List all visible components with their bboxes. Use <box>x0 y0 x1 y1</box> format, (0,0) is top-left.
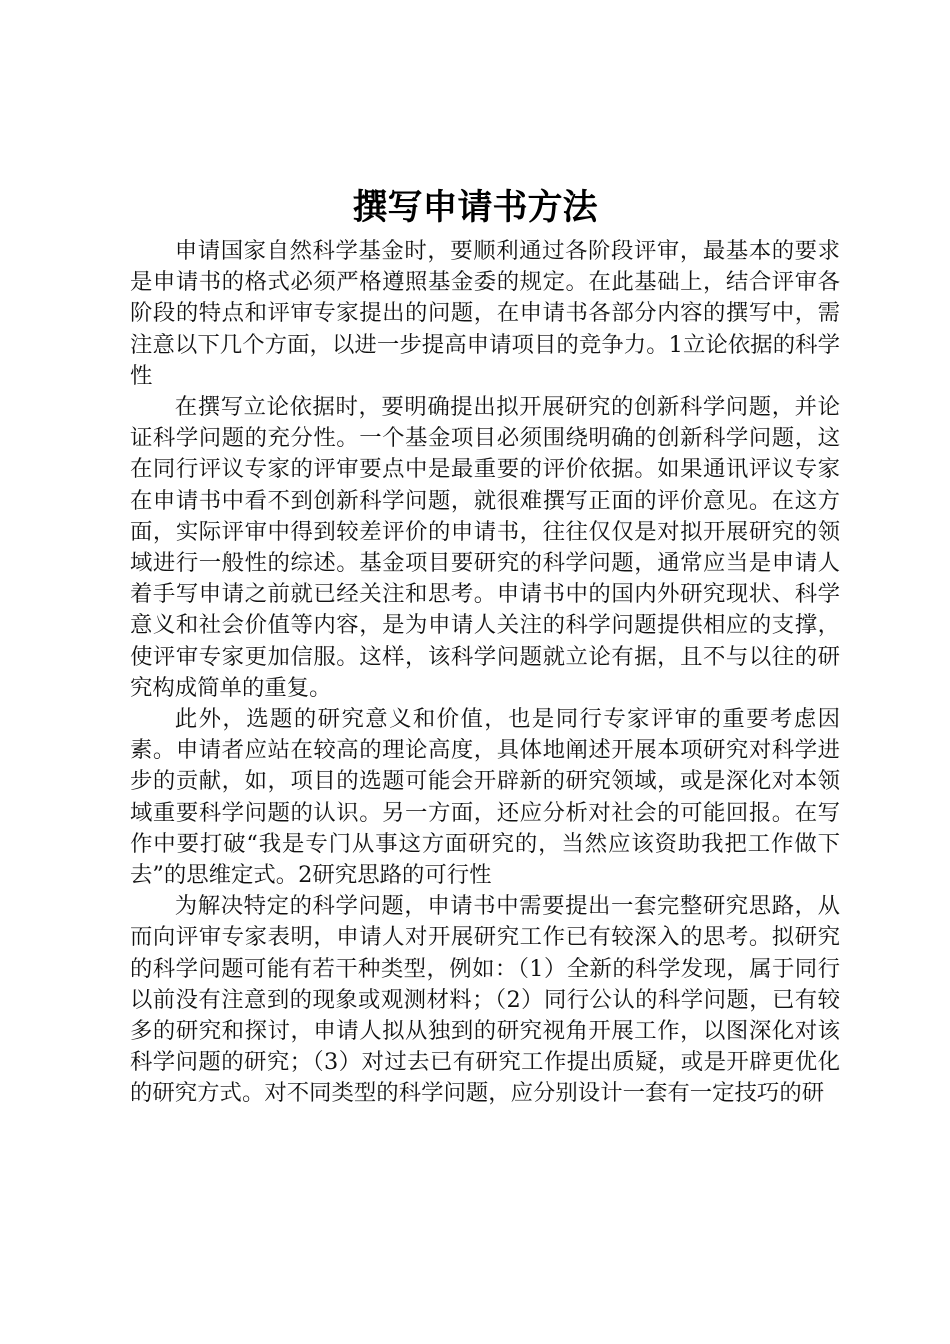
paragraph-2: 在撰写立论依据时，要明确提出拟开展研究的创新科学问题，并论证科学问题的充分性。一个基金项目必须围绕明确的创新科学问题，这在同行评议专家的评审要点中是最重要的评价依据。如果通讯评议专家在申请书中看不到创新科学问题，就很难撰写正面的评价意见。在这方面，实际评审中得到较差评价的申请书，往往仅仅是对拟开展研究的领域进行一般性的综述。基金项目要研究的科学问题，通常应当是申请人着手写申请之前就已经关注和思考。申请书中的国内外研究现状、科学意义和社会价值等内容，是为申请人关注的科学问题提供相应的支撑，使评审专家更加信服。这样，该科学问题就立论有据，且不与以往的研究构成简单的重复。 <box>130 394 840 701</box>
document-title: 撰写申请书方法 <box>352 188 598 228</box>
paragraph-3: 此外，选题的研究意义和价值，也是同行专家评审的重要考虑因素。申请者应站在较高的理论高度，具体地阐述开展本项研究对科学进步的贡献，如，项目的选题可能会开辟新的研究领域，或是深化对本领域重要科学问题的认识。另一方面，还应分析对社会的可能回报。在写作中要打破“我是专门从事这方面研究的，当然应该资助我把工作做下去”的思维定式。2研究思路的可行性 <box>130 706 840 889</box>
paragraph-1: 申请国家自然科学基金时，要顺利通过各阶段评审，最基本的要求是申请书的格式必须严格遵照基金委的规定。在此基础上，结合评审各阶段的特点和评审专家提出的问题，在申请书各部分内容的撰写中，需注意以下几个方面，以进一步提高申请项目的竞争力。1立论依据的科学性 <box>130 238 840 389</box>
document-body <box>130 236 840 1110</box>
paragraph-4: 为解决特定的科学问题，申请书中需要提出一套完整研究思路，从而向评审专家表明，申请人对开展研究工作已有较深入的思考。拟研究的科学问题可能有若干种类型，例如：（1）全新的科学发现，属于同行以前没有注意到的现象或观测材料；（2）同行公认的科学问题，已有较多的研究和探讨，申请人拟从独到的研究视角开展工作，以图深化对该科学问题的研究；（3）对过去已有研究工作提出质疑，或是开辟更优化的研究方式。对不同类型的科学问题，应分别设计一套有一定技巧的研 <box>130 893 840 1107</box>
